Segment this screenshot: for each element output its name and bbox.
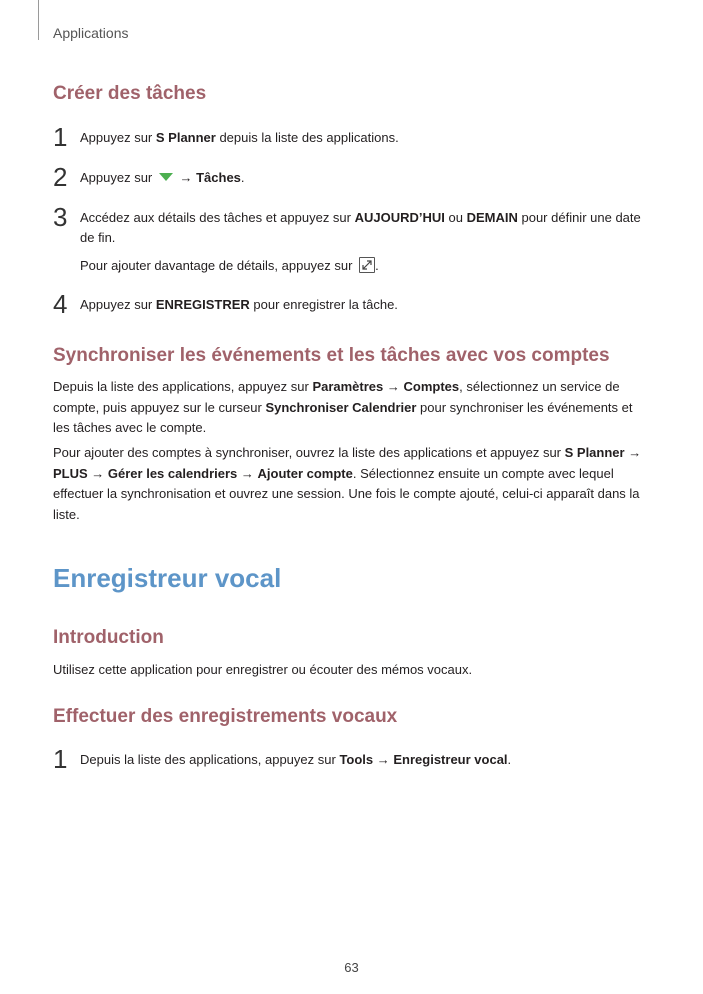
step-text: Accédez aux détails des tâches et appuyez sur AUJOURD’HUI ou DEMAIN pour définir une date de fin. xyxy=(80,210,641,245)
green-triangle-down-icon xyxy=(159,173,173,181)
step-text: Appuyez sur ENREGISTRER pour enregistrer la tâche. xyxy=(80,297,398,312)
sync-paragraph-1: Depuis la liste des applications, appuyez sur Paramètres → Comptes, sélectionnez un service de compte, puis appuyez sur le curseur Synchroniser Calendrier pour synchroniser les événements et les tâches avec le compte. xyxy=(53,379,633,435)
step-text: Appuyez sur S Planner depuis la liste des applications. xyxy=(80,130,399,145)
step-3-note: Pour ajouter davantage de détails, appuyez sur . xyxy=(80,258,379,273)
introduction-heading: Introduction xyxy=(53,627,164,648)
step-3 xyxy=(53,202,653,248)
step-4 xyxy=(53,289,653,319)
record-heading: Effectuer des enregistrements vocaux xyxy=(53,706,398,727)
expand-icon xyxy=(359,257,375,273)
introduction-text: Utilisez cette application pour enregistrer ou écouter des mémos vocaux. xyxy=(53,662,473,677)
running-header: Applications xyxy=(53,25,129,41)
sync-heading: Synchroniser les événements et les tâches avec vos comptes xyxy=(53,345,610,366)
sync-paragraph-2: Pour ajouter des comptes à synchroniser, ouvrez la liste des applications et appuyez sur S Planner → PLUS → Gérer les calendriers → Ajouter compte. Sélectionnez ensuite un compte avec lequel effectuer la synchronisation et ouvrez une session. Une fois le compte ajouté, celui-ci apparaît dans la liste. xyxy=(53,445,642,522)
step-number: 1 xyxy=(53,122,68,152)
record-step-1 xyxy=(53,744,653,774)
step-1 xyxy=(53,122,653,152)
create-tasks-heading: Créer des tâches xyxy=(53,83,207,104)
step-number: 1 xyxy=(53,744,68,774)
page-number: 63 xyxy=(344,960,359,975)
step-text: Depuis la liste des applications, appuyez sur Tools → Enregistreur vocal. xyxy=(80,752,512,767)
voice-recorder-title: Enregistreur vocal xyxy=(53,563,282,593)
corner-rule xyxy=(38,0,39,40)
step-number: 3 xyxy=(53,202,68,232)
step-number: 4 xyxy=(53,289,68,319)
step-2 xyxy=(53,162,653,192)
step-text: Appuyez sur → Tâches. xyxy=(80,170,245,185)
step-number: 2 xyxy=(53,162,68,192)
